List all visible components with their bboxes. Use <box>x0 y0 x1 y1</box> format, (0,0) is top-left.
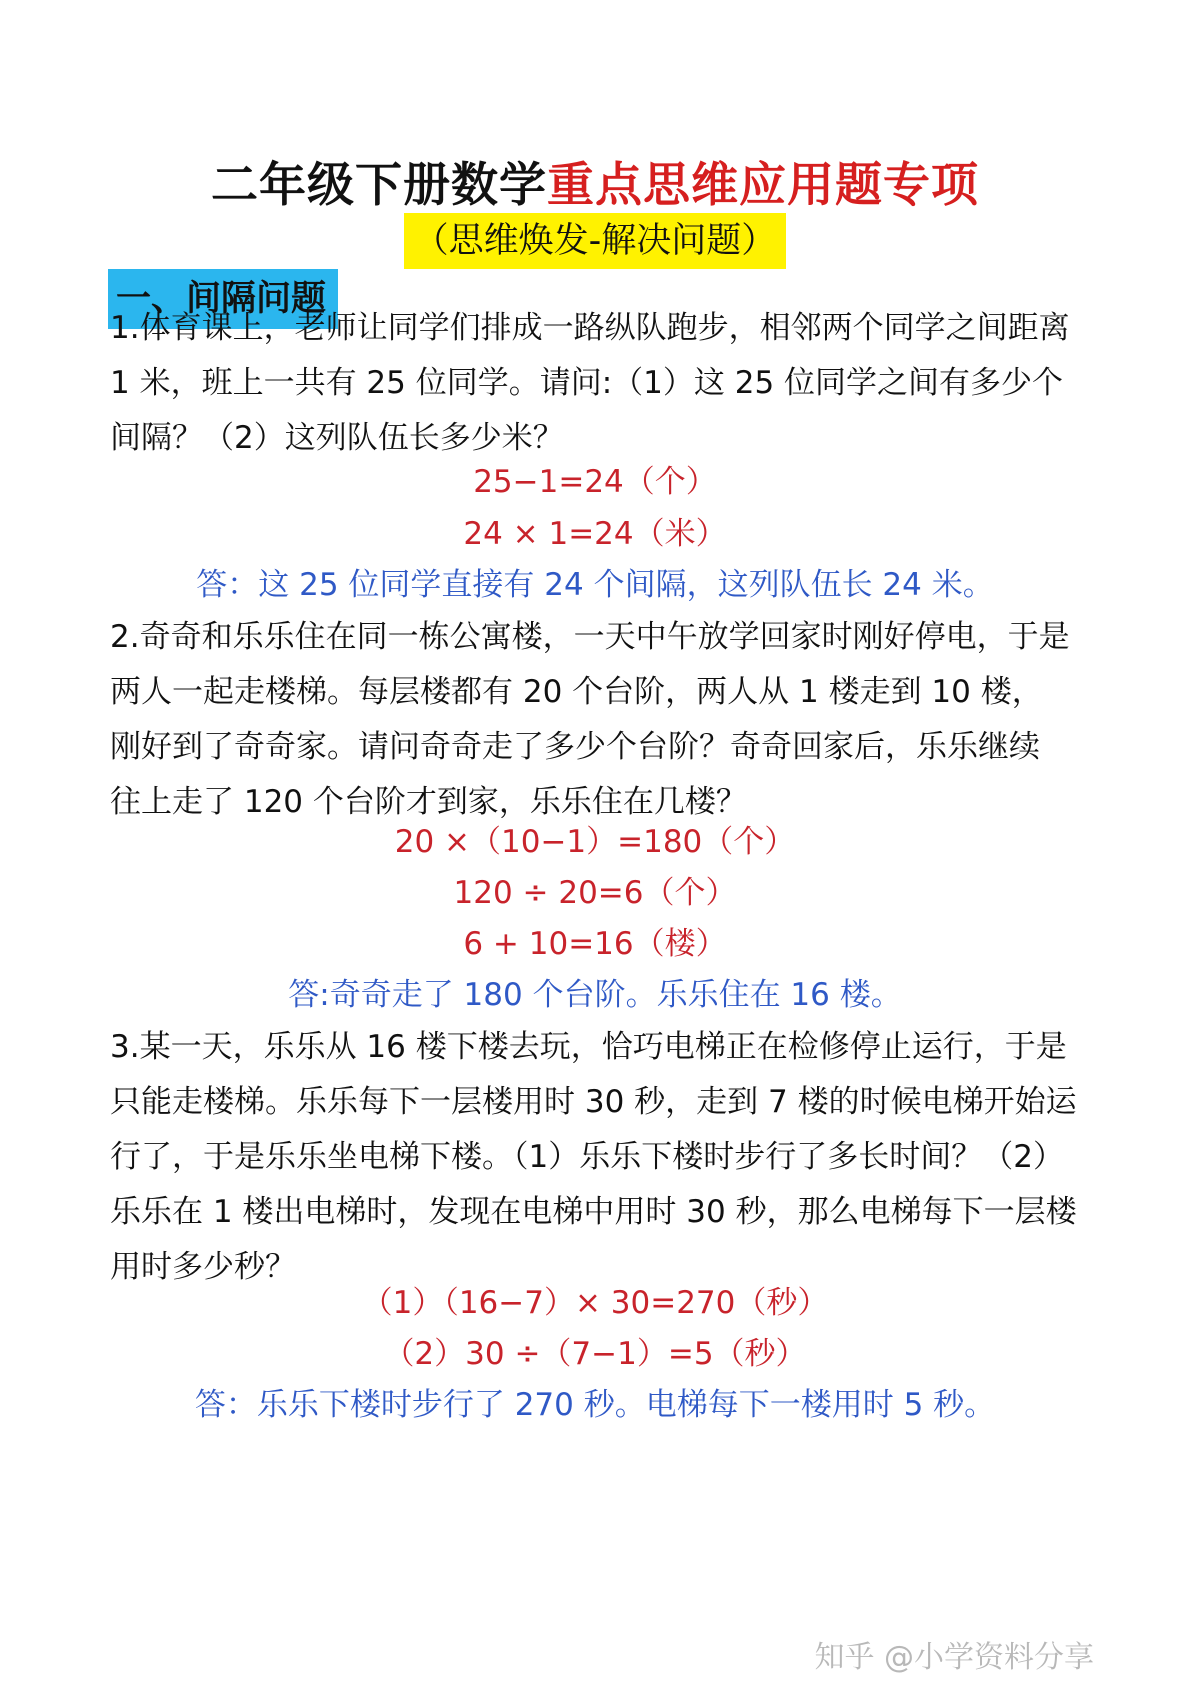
equation: （2）30 ÷（7−1）=5（秒） <box>383 1336 807 1372</box>
problem-line: 用时多少秒？ <box>110 1249 296 1285</box>
problem-line: 行了，于是乐乐坐电梯下楼。（1）乐乐下楼时步行了多长时间？（2） <box>110 1139 1064 1175</box>
problem-line: 1.体育课上，老师让同学们排成一路纵队跑步，相邻两个同学之间距离 <box>110 310 1070 346</box>
problem-1-text <box>110 301 1100 466</box>
answer: 答：这 25 位同学直接有 24 个间隔，这列队伍长 24 米。 <box>196 567 994 603</box>
subtitle: （思维焕发-解决问题） <box>404 213 787 269</box>
watermark: 知乎 @小学资料分享 <box>814 1640 1094 1675</box>
equation: 20 ×（10−1）=180（个） <box>394 824 796 860</box>
problem-line: 间隔？（2）这列队伍长多少米？ <box>110 420 564 456</box>
problem-3-text <box>110 1020 1100 1295</box>
title-part-red: 重点思维应用题专项 <box>547 158 979 213</box>
problem-2-text <box>110 610 1100 830</box>
problem-line: 两人一起走楼梯。每层楼都有 20 个台阶，两人从 1 楼走到 10 楼， <box>110 674 1043 710</box>
equation: 25−1=24（个） <box>473 464 717 500</box>
equation: （1）（16−7）× 30=270（秒） <box>361 1285 829 1321</box>
subtitle-container <box>0 213 1190 269</box>
answer: 答:奇奇走了 180 个台阶。乐乐住在 16 楼。 <box>288 977 902 1013</box>
equation: 24 × 1=24（米） <box>463 516 727 552</box>
page-title <box>0 148 1190 215</box>
equation: 120 ÷ 20=6（个） <box>453 875 737 911</box>
equation: 6 + 10=16（楼） <box>463 926 727 962</box>
problem-line: 刚好到了奇奇家。请问奇奇走了多少个台阶？奇奇回家后，乐乐继续 <box>110 729 1040 765</box>
section-heading: 一、间隔问题 <box>108 269 338 329</box>
problem-line: 只能走楼梯。乐乐每下一层楼用时 30 秒，走到 7 楼的时候电梯开始运 <box>110 1084 1077 1120</box>
problem-line: 乐乐在 1 楼出电梯时，发现在电梯中用时 30 秒，那么电梯每下一层楼 <box>110 1194 1077 1230</box>
problem-line: 3.某一天，乐乐从 16 楼下楼去玩，恰巧电梯正在检修停止运行，于是 <box>110 1029 1067 1065</box>
title-part-black: 二年级下册数学 <box>211 158 547 213</box>
problem-line: 1 米，班上一共有 25 位同学。请问:（1）这 25 位同学之间有多少个 <box>110 365 1064 401</box>
problem-line: 2.奇奇和乐乐住在同一栋公寓楼，一天中午放学回家时刚好停电，于是 <box>110 619 1070 655</box>
answer: 答：乐乐下楼时步行了 270 秒。电梯每下一楼用时 5 秒。 <box>194 1387 996 1423</box>
problem-line: 往上走了 120 个台阶才到家，乐乐住在几楼？ <box>110 784 747 820</box>
